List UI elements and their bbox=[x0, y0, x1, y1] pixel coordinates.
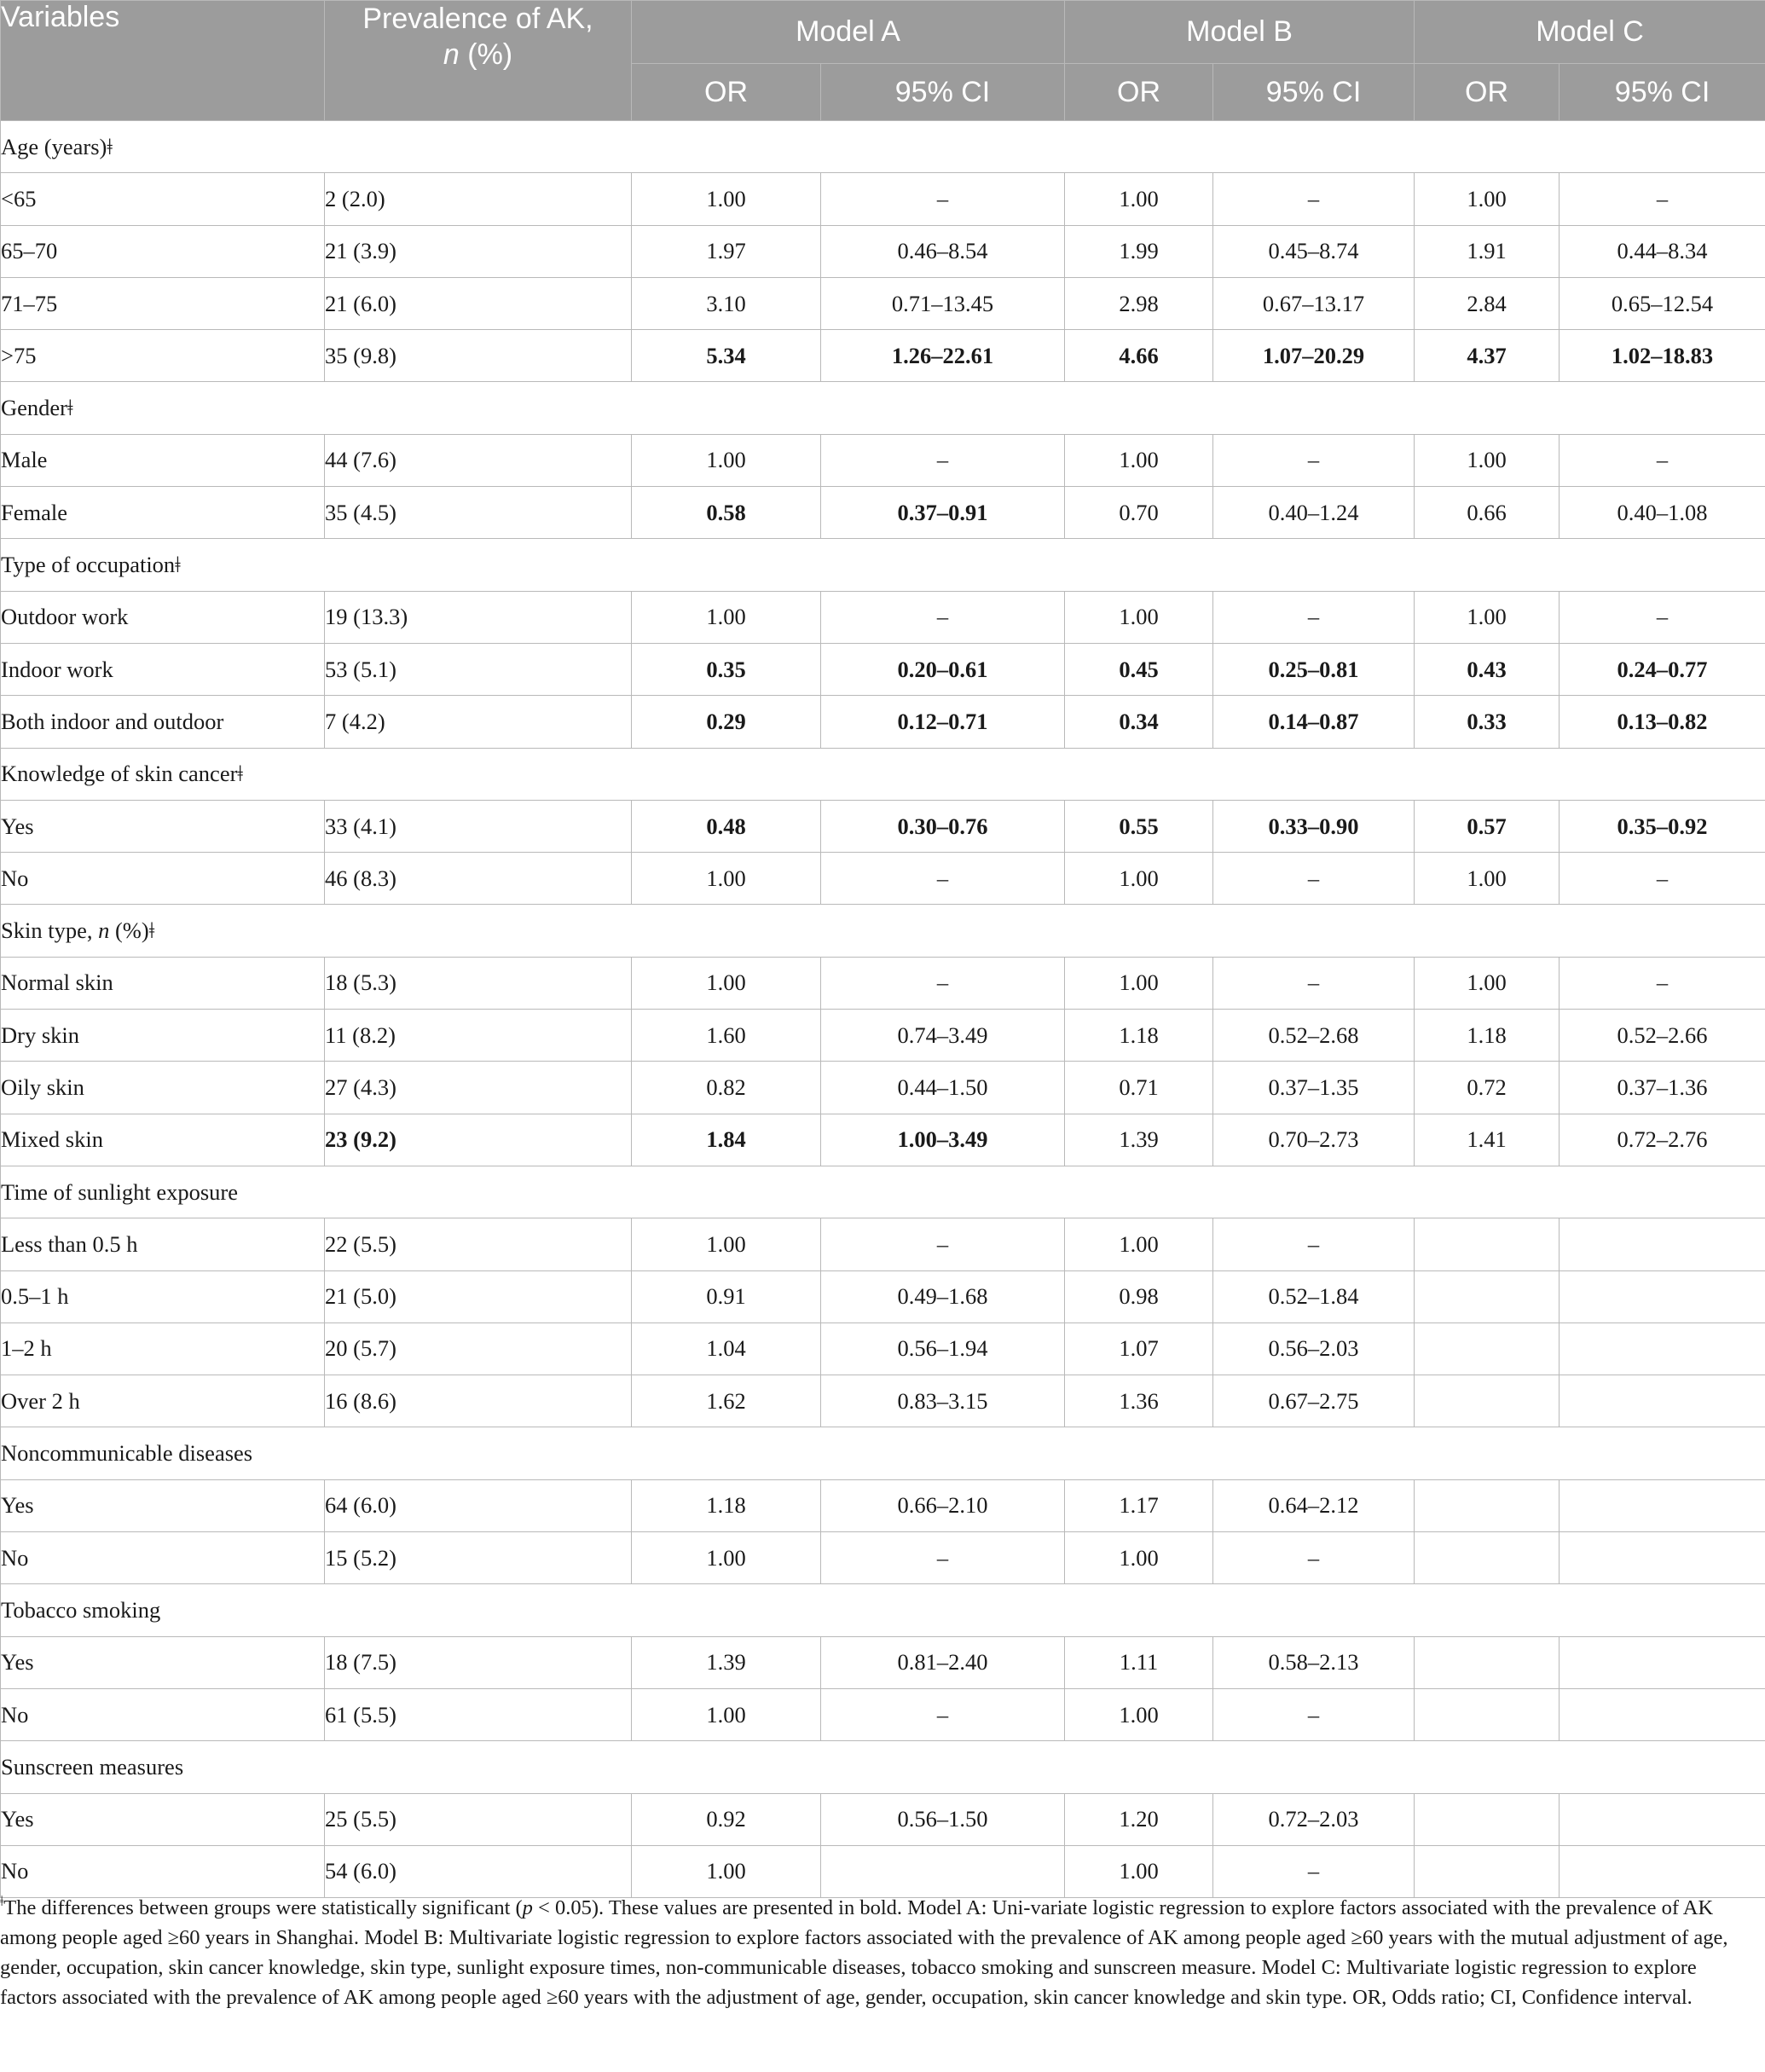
prevalence-cell: 46 (8.3) bbox=[325, 853, 632, 905]
row-label: Outdoor work bbox=[1, 591, 325, 643]
row-label: Dry skin bbox=[1, 1010, 325, 1062]
model-a-or-cell: 1.00 bbox=[632, 591, 821, 643]
table-row bbox=[1, 1636, 1765, 1688]
model-c-or-cell: 4.37 bbox=[1415, 330, 1560, 382]
table-row bbox=[1, 696, 1765, 748]
model-c-or-cell: 0.43 bbox=[1415, 643, 1560, 695]
model-c-or-cell bbox=[1415, 1532, 1560, 1584]
row-label: Indoor work bbox=[1, 643, 325, 695]
model-a-ci-cell: 0.46–8.54 bbox=[821, 225, 1065, 277]
row-label: No bbox=[1, 1688, 325, 1740]
section-title: Age (years)ǂ bbox=[1, 121, 1765, 173]
model-a-ci-cell: 1.00–3.49 bbox=[821, 1114, 1065, 1166]
model-a-or-cell: 5.34 bbox=[632, 330, 821, 382]
model-a-or-cell: 0.82 bbox=[632, 1062, 821, 1114]
model-c-ci-cell: 0.35–0.92 bbox=[1560, 800, 1765, 852]
prevalence-header bbox=[325, 1, 632, 121]
model-c-ci-cell bbox=[1560, 1479, 1765, 1531]
model-b-or-cell: 1.39 bbox=[1065, 1114, 1213, 1166]
model-a-or-cell: 1.00 bbox=[632, 1218, 821, 1270]
model-a-ci-cell: 0.20–0.61 bbox=[821, 643, 1065, 695]
row-label: 65–70 bbox=[1, 225, 325, 277]
model-c-or-cell: 0.33 bbox=[1415, 696, 1560, 748]
row-label: Yes bbox=[1, 800, 325, 852]
model-a-ci-cell: – bbox=[821, 1688, 1065, 1740]
model-a-ci-cell: 0.71–13.45 bbox=[821, 277, 1065, 329]
model-a-ci-cell: 0.49–1.68 bbox=[821, 1270, 1065, 1322]
model-c-or-cell bbox=[1415, 1218, 1560, 1270]
table-row bbox=[1, 434, 1765, 486]
row-label: No bbox=[1, 853, 325, 905]
prevalence-cell: 11 (8.2) bbox=[325, 1010, 632, 1062]
model-b-or-cell: 0.71 bbox=[1065, 1062, 1213, 1114]
model-c-ci-cell: 0.44–8.34 bbox=[1560, 225, 1765, 277]
model-c-or-cell: 1.91 bbox=[1415, 225, 1560, 277]
model-b-or-cell: 2.98 bbox=[1065, 277, 1213, 329]
model-c-ci-cell: 0.13–0.82 bbox=[1560, 696, 1765, 748]
model-a-ci-cell: 0.12–0.71 bbox=[821, 696, 1065, 748]
model-a-or-cell: 0.58 bbox=[632, 487, 821, 539]
model-b-ci-cell: 0.67–13.17 bbox=[1213, 277, 1415, 329]
model-b-ci-cell: 0.45–8.74 bbox=[1213, 225, 1415, 277]
row-label: Over 2 h bbox=[1, 1375, 325, 1427]
variables-header: Variables bbox=[1, 1, 325, 121]
prevalence-cell: 21 (3.9) bbox=[325, 225, 632, 277]
table-row bbox=[1, 225, 1765, 277]
model-b-ci-cell: 0.70–2.73 bbox=[1213, 1114, 1415, 1166]
model-a-or-cell: 1.00 bbox=[632, 434, 821, 486]
section-row-gender bbox=[1, 382, 1765, 434]
model-a-or-cell: 1.18 bbox=[632, 1479, 821, 1531]
model-b-ci-cell: 0.25–0.81 bbox=[1213, 643, 1415, 695]
table-row bbox=[1, 1688, 1765, 1740]
model-c-ci-cell: 0.24–0.77 bbox=[1560, 643, 1765, 695]
prevalence-cell: 20 (5.7) bbox=[325, 1322, 632, 1375]
model-c-or-cell: 1.00 bbox=[1415, 853, 1560, 905]
model-a-ci-cell: 0.37–0.91 bbox=[821, 487, 1065, 539]
table-row bbox=[1, 643, 1765, 695]
table-row bbox=[1, 1270, 1765, 1322]
row-label: No bbox=[1, 1532, 325, 1584]
section-row-age bbox=[1, 121, 1765, 173]
prevalence-cell: 35 (9.8) bbox=[325, 330, 632, 382]
model-b-ci-cell: 0.14–0.87 bbox=[1213, 696, 1415, 748]
model-c-ci-cell bbox=[1560, 1218, 1765, 1270]
model-b-ci-cell: – bbox=[1213, 1218, 1415, 1270]
table-row bbox=[1, 957, 1765, 1009]
model-a-or-cell: 1.84 bbox=[632, 1114, 821, 1166]
table-row bbox=[1, 853, 1765, 905]
model-b-or-cell: 1.00 bbox=[1065, 173, 1213, 225]
prevalence-cell: 25 (5.5) bbox=[325, 1793, 632, 1845]
model-c-ci-cell bbox=[1560, 1793, 1765, 1845]
model-a-ci-cell: – bbox=[821, 1532, 1065, 1584]
model-a-or-cell: 1.00 bbox=[632, 1688, 821, 1740]
section-title: Noncommunicable diseases bbox=[1, 1427, 1765, 1479]
model-b-or-cell: 1.00 bbox=[1065, 1688, 1213, 1740]
prevalence-cell: 21 (5.0) bbox=[325, 1270, 632, 1322]
model-b-or-cell: 1.07 bbox=[1065, 1322, 1213, 1375]
row-label: Oily skin bbox=[1, 1062, 325, 1114]
section-title: Genderǂ bbox=[1, 382, 1765, 434]
table-row bbox=[1, 330, 1765, 382]
model-a-ci-cell: 0.74–3.49 bbox=[821, 1010, 1065, 1062]
model-c-or-cell bbox=[1415, 1270, 1560, 1322]
model-a-or-cell: 1.00 bbox=[632, 957, 821, 1009]
table-row bbox=[1, 487, 1765, 539]
model-b-ci-header: 95% CI bbox=[1213, 64, 1415, 121]
model-b-or-cell: 1.00 bbox=[1065, 1532, 1213, 1584]
prevalence-cell: 22 (5.5) bbox=[325, 1218, 632, 1270]
row-label: Yes bbox=[1, 1479, 325, 1531]
row-label: Less than 0.5 h bbox=[1, 1218, 325, 1270]
model-b-ci-cell: – bbox=[1213, 1532, 1415, 1584]
section-row-skin-type bbox=[1, 905, 1765, 957]
model-b-ci-cell: 0.37–1.35 bbox=[1213, 1062, 1415, 1114]
section-row-sunlight bbox=[1, 1166, 1765, 1218]
model-c-or-cell bbox=[1415, 1636, 1560, 1688]
section-title: Sunscreen measures bbox=[1, 1741, 1765, 1793]
model-a-ci-cell: – bbox=[821, 173, 1065, 225]
model-b-or-cell: 1.11 bbox=[1065, 1636, 1213, 1688]
model-c-ci-cell: – bbox=[1560, 434, 1765, 486]
prevalence-header-line1: Prevalence of AK, bbox=[362, 3, 593, 35]
model-a-ci-header: 95% CI bbox=[821, 64, 1065, 121]
model-c-header: Model C bbox=[1415, 1, 1765, 64]
model-b-or-cell: 1.00 bbox=[1065, 1845, 1213, 1897]
model-c-or-cell bbox=[1415, 1793, 1560, 1845]
model-c-ci-cell bbox=[1560, 1636, 1765, 1688]
model-c-or-cell: 0.57 bbox=[1415, 800, 1560, 852]
prevalence-cell: 18 (7.5) bbox=[325, 1636, 632, 1688]
model-c-or-cell: 2.84 bbox=[1415, 277, 1560, 329]
model-b-ci-cell: 0.33–0.90 bbox=[1213, 800, 1415, 852]
model-b-ci-cell: – bbox=[1213, 591, 1415, 643]
row-label: 0.5–1 h bbox=[1, 1270, 325, 1322]
model-b-or-cell: 4.66 bbox=[1065, 330, 1213, 382]
prevalence-cell: 35 (4.5) bbox=[325, 487, 632, 539]
prevalence-cell: 2 (2.0) bbox=[325, 173, 632, 225]
model-a-or-cell: 1.00 bbox=[632, 173, 821, 225]
table-row bbox=[1, 1218, 1765, 1270]
table-row bbox=[1, 1793, 1765, 1845]
model-c-ci-cell bbox=[1560, 1270, 1765, 1322]
model-c-ci-cell: – bbox=[1560, 853, 1765, 905]
model-a-ci-cell bbox=[821, 1845, 1065, 1897]
prevalence-cell: 27 (4.3) bbox=[325, 1062, 632, 1114]
model-b-ci-cell: – bbox=[1213, 1845, 1415, 1897]
model-a-or-cell: 0.91 bbox=[632, 1270, 821, 1322]
model-b-header: Model B bbox=[1065, 1, 1415, 64]
model-b-or-cell: 1.18 bbox=[1065, 1010, 1213, 1062]
model-a-ci-cell: 1.26–22.61 bbox=[821, 330, 1065, 382]
model-b-or-cell: 1.00 bbox=[1065, 853, 1213, 905]
model-a-ci-cell: 0.56–1.50 bbox=[821, 1793, 1065, 1845]
section-row-ncd bbox=[1, 1427, 1765, 1479]
section-title: Knowledge of skin cancerǂ bbox=[1, 748, 1765, 800]
model-c-ci-cell bbox=[1560, 1688, 1765, 1740]
table-row bbox=[1, 1375, 1765, 1427]
model-b-or-cell: 1.99 bbox=[1065, 225, 1213, 277]
row-label: Yes bbox=[1, 1636, 325, 1688]
model-a-ci-cell: – bbox=[821, 957, 1065, 1009]
model-b-or-cell: 1.00 bbox=[1065, 434, 1213, 486]
table-header bbox=[1, 1, 1765, 121]
model-b-ci-cell: – bbox=[1213, 1688, 1415, 1740]
model-a-or-cell: 3.10 bbox=[632, 277, 821, 329]
model-a-or-cell: 1.60 bbox=[632, 1010, 821, 1062]
model-a-ci-cell: – bbox=[821, 853, 1065, 905]
row-label: 71–75 bbox=[1, 277, 325, 329]
section-row-occupation bbox=[1, 539, 1765, 591]
table-row bbox=[1, 800, 1765, 852]
row-label: Both indoor and outdoor bbox=[1, 696, 325, 748]
row-label: Male bbox=[1, 434, 325, 486]
model-c-ci-header: 95% CI bbox=[1560, 64, 1765, 121]
model-c-or-header: OR bbox=[1415, 64, 1560, 121]
section-title-part: (%)ǂ bbox=[109, 917, 155, 944]
prevalence-cell: 44 (7.6) bbox=[325, 434, 632, 486]
model-a-or-cell: 0.48 bbox=[632, 800, 821, 852]
model-c-or-cell: 0.72 bbox=[1415, 1062, 1560, 1114]
table-footnote bbox=[0, 1893, 1756, 2012]
model-a-or-cell: 1.00 bbox=[632, 853, 821, 905]
footnote-marker: ǂ bbox=[0, 1893, 4, 1909]
model-b-or-cell: 1.00 bbox=[1065, 957, 1213, 1009]
model-a-or-cell: 1.62 bbox=[632, 1375, 821, 1427]
section-title: Type of occupationǂ bbox=[1, 539, 1765, 591]
model-c-ci-cell: – bbox=[1560, 957, 1765, 1009]
prevalence-cell: 33 (4.1) bbox=[325, 800, 632, 852]
model-b-or-cell: 1.17 bbox=[1065, 1479, 1213, 1531]
model-b-ci-cell: 1.07–20.29 bbox=[1213, 330, 1415, 382]
model-b-ci-cell: – bbox=[1213, 434, 1415, 486]
table-row bbox=[1, 591, 1765, 643]
model-c-or-cell: 1.00 bbox=[1415, 173, 1560, 225]
table-body bbox=[1, 121, 1765, 1898]
prevalence-cell: 23 (9.2) bbox=[325, 1114, 632, 1166]
model-b-ci-cell: 0.58–2.13 bbox=[1213, 1636, 1415, 1688]
model-a-ci-cell: 0.44–1.50 bbox=[821, 1062, 1065, 1114]
model-c-ci-cell bbox=[1560, 1845, 1765, 1897]
model-c-or-cell: 1.18 bbox=[1415, 1010, 1560, 1062]
prevalence-header-pct: (%) bbox=[459, 38, 513, 71]
model-a-or-cell: 1.00 bbox=[632, 1532, 821, 1584]
model-b-or-cell: 1.00 bbox=[1065, 1218, 1213, 1270]
prevalence-header-n: n bbox=[443, 38, 460, 71]
footnote-text-1: The differences between groups were statistically significant ( bbox=[3, 1896, 523, 1919]
section-title-part: Skin type, bbox=[1, 917, 99, 944]
section-title bbox=[1, 905, 1765, 957]
table-row bbox=[1, 1114, 1765, 1166]
prevalence-cell: 15 (5.2) bbox=[325, 1532, 632, 1584]
model-c-ci-cell bbox=[1560, 1375, 1765, 1427]
model-a-header: Model A bbox=[632, 1, 1065, 64]
prevalence-cell: 18 (5.3) bbox=[325, 957, 632, 1009]
row-label: Normal skin bbox=[1, 957, 325, 1009]
table-row bbox=[1, 1062, 1765, 1114]
model-b-or-cell: 0.98 bbox=[1065, 1270, 1213, 1322]
model-c-ci-cell: 1.02–18.83 bbox=[1560, 330, 1765, 382]
model-a-or-cell: 0.92 bbox=[632, 1793, 821, 1845]
model-c-ci-cell: 0.37–1.36 bbox=[1560, 1062, 1765, 1114]
footnote-text-2: < 0.05). These values are presented in bold. Model A: Uni-variate logistic regression to explore factors associated with the prevalence of AK among people aged ≥60 years in Shanghai. Model B: Multivariate logistic regression to explore factors associated with the prevalence of AK among people aged ≥60 years with the mutual adjustment of age, gender, occupation, skin cancer knowledge, skin type, sunlight exposure times, non-communicable diseases, tobacco smoking and sunscreen measure. Model C: Multivariate logistic regression to explore factors associated with the prevalence of AK among people aged ≥60 years with the adjustment of age, gender, occupation, skin cancer knowledge and skin type. OR, Odds ratio; CI, Confidence interval. bbox=[0, 1896, 1728, 2009]
model-a-or-cell: 0.29 bbox=[632, 696, 821, 748]
model-b-ci-cell: 0.72–2.03 bbox=[1213, 1793, 1415, 1845]
prevalence-cell: 53 (5.1) bbox=[325, 643, 632, 695]
model-a-or-cell: 1.04 bbox=[632, 1322, 821, 1375]
table-row bbox=[1, 1479, 1765, 1531]
prevalence-cell: 64 (6.0) bbox=[325, 1479, 632, 1531]
model-a-ci-cell: – bbox=[821, 434, 1065, 486]
prevalence-cell: 19 (13.3) bbox=[325, 591, 632, 643]
model-b-ci-cell: 0.52–2.68 bbox=[1213, 1010, 1415, 1062]
model-c-ci-cell: – bbox=[1560, 591, 1765, 643]
model-b-or-cell: 1.20 bbox=[1065, 1793, 1213, 1845]
model-c-or-cell: 1.00 bbox=[1415, 591, 1560, 643]
model-c-or-cell bbox=[1415, 1479, 1560, 1531]
model-b-ci-cell: 0.67–2.75 bbox=[1213, 1375, 1415, 1427]
prevalence-cell: 7 (4.2) bbox=[325, 696, 632, 748]
model-c-or-cell bbox=[1415, 1322, 1560, 1375]
table-row bbox=[1, 173, 1765, 225]
model-a-or-cell: 1.97 bbox=[632, 225, 821, 277]
model-c-or-cell bbox=[1415, 1375, 1560, 1427]
model-a-ci-cell: 0.66–2.10 bbox=[821, 1479, 1065, 1531]
model-a-ci-cell: – bbox=[821, 591, 1065, 643]
prevalence-cell: 54 (6.0) bbox=[325, 1845, 632, 1897]
model-c-or-cell: 1.41 bbox=[1415, 1114, 1560, 1166]
model-a-ci-cell: 0.56–1.94 bbox=[821, 1322, 1065, 1375]
table-row bbox=[1, 1010, 1765, 1062]
model-b-ci-cell: – bbox=[1213, 957, 1415, 1009]
row-label: 1–2 h bbox=[1, 1322, 325, 1375]
section-title-italic: n bbox=[98, 917, 110, 944]
model-a-or-cell: 1.00 bbox=[632, 1845, 821, 1897]
model-c-or-cell: 0.66 bbox=[1415, 487, 1560, 539]
table-row bbox=[1, 1532, 1765, 1584]
row-label: No bbox=[1, 1845, 325, 1897]
model-c-or-cell: 1.00 bbox=[1415, 957, 1560, 1009]
model-b-ci-cell: 0.40–1.24 bbox=[1213, 487, 1415, 539]
row-label: <65 bbox=[1, 173, 325, 225]
model-c-ci-cell: 0.52–2.66 bbox=[1560, 1010, 1765, 1062]
model-b-or-cell: 1.00 bbox=[1065, 591, 1213, 643]
model-c-or-cell bbox=[1415, 1688, 1560, 1740]
model-b-or-cell: 0.45 bbox=[1065, 643, 1213, 695]
prevalence-cell: 61 (5.5) bbox=[325, 1688, 632, 1740]
model-c-ci-cell bbox=[1560, 1532, 1765, 1584]
model-a-or-cell: 1.39 bbox=[632, 1636, 821, 1688]
row-label: Yes bbox=[1, 1793, 325, 1845]
model-a-ci-cell: 0.30–0.76 bbox=[821, 800, 1065, 852]
model-a-ci-cell: 0.83–3.15 bbox=[821, 1375, 1065, 1427]
section-title: Tobacco smoking bbox=[1, 1584, 1765, 1636]
model-c-ci-cell: 0.40–1.08 bbox=[1560, 487, 1765, 539]
model-b-or-cell: 0.55 bbox=[1065, 800, 1213, 852]
footnote-p-symbol: p bbox=[522, 1896, 533, 1919]
table-row bbox=[1, 1322, 1765, 1375]
model-c-ci-cell: 0.65–12.54 bbox=[1560, 277, 1765, 329]
model-c-ci-cell: – bbox=[1560, 173, 1765, 225]
model-b-ci-cell: 0.52–1.84 bbox=[1213, 1270, 1415, 1322]
model-a-or-header: OR bbox=[632, 64, 821, 121]
model-c-ci-cell bbox=[1560, 1322, 1765, 1375]
model-b-or-cell: 0.70 bbox=[1065, 487, 1213, 539]
section-row-knowledge bbox=[1, 748, 1765, 800]
table-row bbox=[1, 1845, 1765, 1897]
row-label: >75 bbox=[1, 330, 325, 382]
model-b-or-cell: 1.36 bbox=[1065, 1375, 1213, 1427]
model-b-ci-cell: – bbox=[1213, 173, 1415, 225]
model-b-ci-cell: – bbox=[1213, 853, 1415, 905]
model-a-ci-cell: 0.81–2.40 bbox=[821, 1636, 1065, 1688]
row-label: Female bbox=[1, 487, 325, 539]
model-b-or-header: OR bbox=[1065, 64, 1213, 121]
model-b-ci-cell: 0.64–2.12 bbox=[1213, 1479, 1415, 1531]
model-c-or-cell: 1.00 bbox=[1415, 434, 1560, 486]
model-c-ci-cell: 0.72–2.76 bbox=[1560, 1114, 1765, 1166]
model-b-or-cell: 0.34 bbox=[1065, 696, 1213, 748]
section-row-tobacco bbox=[1, 1584, 1765, 1636]
model-c-or-cell bbox=[1415, 1845, 1560, 1897]
table-row bbox=[1, 277, 1765, 329]
section-title: Time of sunlight exposure bbox=[1, 1166, 1765, 1218]
prevalence-cell: 21 (6.0) bbox=[325, 277, 632, 329]
row-label: Mixed skin bbox=[1, 1114, 325, 1166]
model-a-ci-cell: – bbox=[821, 1218, 1065, 1270]
model-b-ci-cell: 0.56–2.03 bbox=[1213, 1322, 1415, 1375]
model-a-or-cell: 0.35 bbox=[632, 643, 821, 695]
section-row-sunscreen bbox=[1, 1741, 1765, 1793]
prevalence-cell: 16 (8.6) bbox=[325, 1375, 632, 1427]
